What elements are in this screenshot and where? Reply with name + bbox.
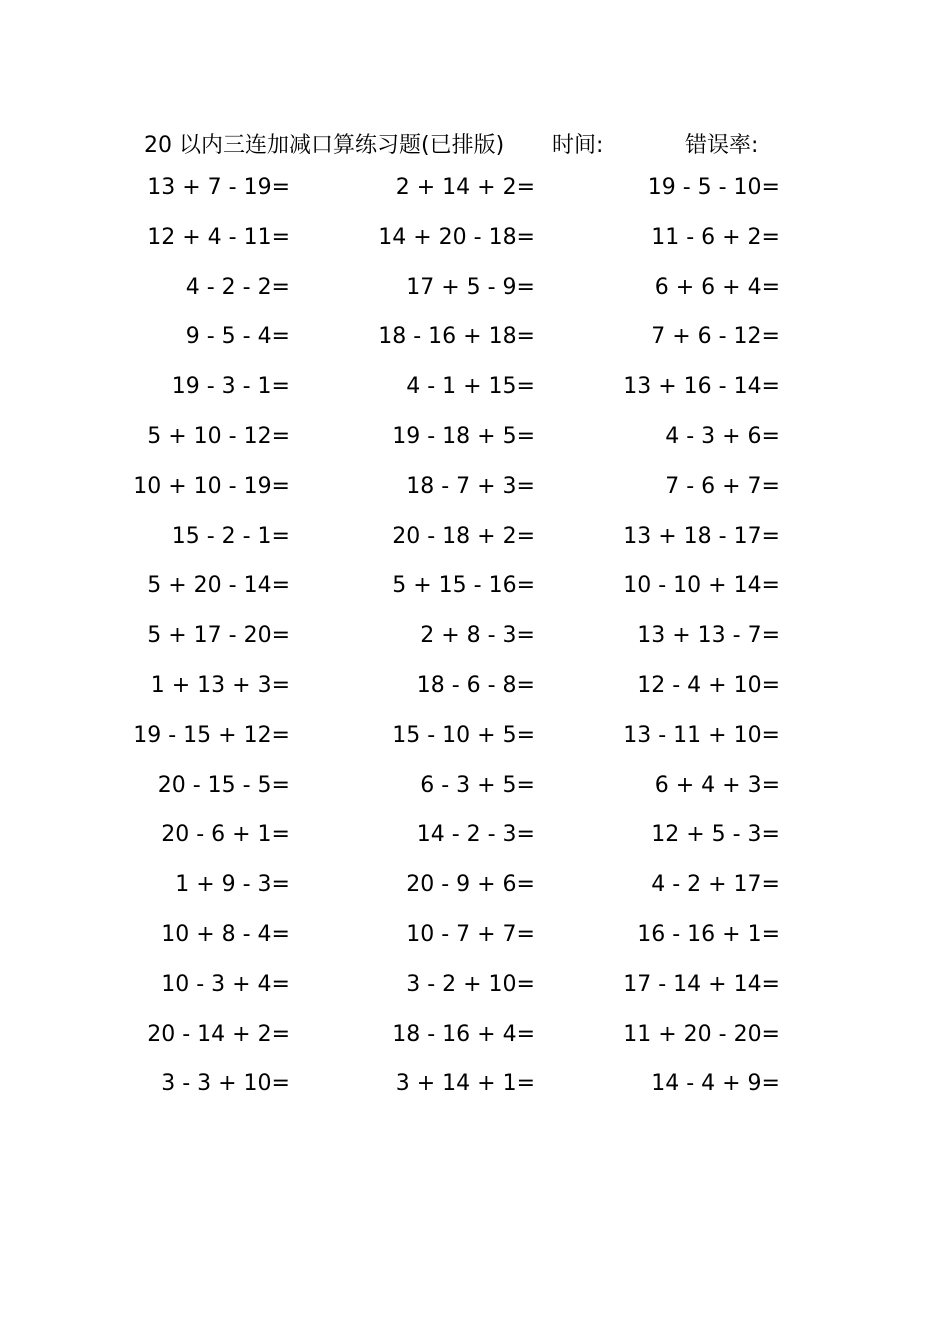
- math-problem: 5 + 20 - 14=: [147, 573, 290, 599]
- math-problem: 11 - 6 + 2=: [651, 224, 780, 250]
- problem-row: [0, 665, 950, 715]
- math-problem: 13 + 16 - 14=: [623, 374, 780, 400]
- math-problem: 17 + 5 - 9=: [406, 274, 535, 300]
- problem-row: [0, 565, 950, 615]
- problem-row: [0, 964, 950, 1014]
- math-problem: 10 - 7 + 7=: [406, 921, 535, 947]
- math-problem: 18 - 16 + 18=: [378, 324, 535, 350]
- math-problem: 11 + 20 - 20=: [623, 1021, 780, 1047]
- math-problem: 10 + 10 - 19=: [133, 473, 290, 499]
- math-problem: 20 - 15 - 5=: [157, 772, 290, 798]
- math-problem: 6 + 6 + 4=: [654, 274, 780, 300]
- math-problem: 20 - 9 + 6=: [406, 872, 535, 898]
- math-problem: 12 - 4 + 10=: [637, 672, 780, 698]
- math-problem: 4 - 3 + 6=: [665, 423, 780, 449]
- math-problem: 18 - 6 - 8=: [416, 672, 535, 698]
- problem-row: [0, 267, 950, 317]
- math-problem: 4 - 2 - 2=: [185, 274, 290, 300]
- math-problem: 16 - 16 + 1=: [637, 921, 780, 947]
- time-label: 时间:: [552, 133, 604, 158]
- problem-row: [0, 814, 950, 864]
- math-problem: 5 + 17 - 20=: [147, 623, 290, 649]
- problem-row: [0, 715, 950, 765]
- problem-row: [0, 1014, 950, 1064]
- problem-row: [0, 316, 950, 366]
- math-problem: 13 - 11 + 10=: [623, 722, 780, 748]
- math-problem: 3 - 2 + 10=: [406, 971, 535, 997]
- problem-row: [0, 914, 950, 964]
- math-problem: 12 + 4 - 11=: [147, 224, 290, 250]
- math-problem: 10 - 3 + 4=: [161, 971, 290, 997]
- math-problem: 20 - 14 + 2=: [147, 1021, 290, 1047]
- math-problem: 4 - 2 + 17=: [651, 872, 780, 898]
- problem-row: [0, 366, 950, 416]
- worksheet-title: 20 以内三连加减口算练习题(已排版): [144, 133, 505, 158]
- math-problem: 6 + 4 + 3=: [654, 772, 780, 798]
- problem-row: [0, 864, 950, 914]
- math-problem: 10 - 10 + 14=: [623, 573, 780, 599]
- math-problem: 9 - 5 - 4=: [185, 324, 290, 350]
- math-problem: 18 - 16 + 4=: [392, 1021, 535, 1047]
- math-problem: 19 - 5 - 10=: [647, 175, 780, 200]
- math-problem: 7 + 6 - 12=: [651, 324, 780, 350]
- error-rate-label: 错误率:: [685, 133, 759, 158]
- math-problem: 1 + 9 - 3=: [175, 872, 290, 898]
- math-problem: 2 + 14 + 2=: [395, 175, 535, 200]
- math-problem: 4 - 1 + 15=: [406, 374, 535, 400]
- math-problem: 5 + 10 - 12=: [147, 423, 290, 449]
- math-problem: 13 + 18 - 17=: [623, 523, 780, 549]
- math-problem: 6 - 3 + 5=: [420, 772, 535, 798]
- math-problem: 14 - 4 + 9=: [651, 1071, 780, 1097]
- math-problem: 3 + 14 + 1=: [395, 1071, 535, 1097]
- problem-row: [0, 516, 950, 566]
- math-problem: 15 - 2 - 1=: [171, 523, 290, 549]
- problem-row: [0, 615, 950, 665]
- math-problem: 19 - 15 + 12=: [133, 722, 290, 748]
- problem-row: [0, 1063, 950, 1113]
- math-problem: 1 + 13 + 3=: [150, 672, 290, 698]
- math-problem: 18 - 7 + 3=: [406, 473, 535, 499]
- math-problem: 20 - 6 + 1=: [161, 822, 290, 848]
- problem-grid: [0, 167, 950, 1113]
- worksheet-header: [0, 124, 950, 160]
- math-problem: 20 - 18 + 2=: [392, 523, 535, 549]
- math-problem: 12 + 5 - 3=: [651, 822, 780, 848]
- problem-row: [0, 466, 950, 516]
- math-problem: 14 - 2 - 3=: [416, 822, 535, 848]
- problem-row: [0, 167, 950, 217]
- problem-row: [0, 217, 950, 267]
- math-problem: 15 - 10 + 5=: [392, 722, 535, 748]
- math-problem: 14 + 20 - 18=: [378, 224, 535, 250]
- math-problem: 10 + 8 - 4=: [161, 921, 290, 947]
- math-problem: 3 - 3 + 10=: [161, 1071, 290, 1097]
- math-problem: 7 - 6 + 7=: [665, 473, 780, 499]
- math-problem: 13 + 7 - 19=: [147, 175, 290, 200]
- math-problem: 17 - 14 + 14=: [623, 971, 780, 997]
- math-problem: 19 - 18 + 5=: [392, 423, 535, 449]
- math-problem: 19 - 3 - 1=: [171, 374, 290, 400]
- math-problem: 5 + 15 - 16=: [392, 573, 535, 599]
- math-problem: 2 + 8 - 3=: [420, 623, 535, 649]
- problem-row: [0, 416, 950, 466]
- math-problem: 13 + 13 - 7=: [637, 623, 780, 649]
- problem-row: [0, 765, 950, 815]
